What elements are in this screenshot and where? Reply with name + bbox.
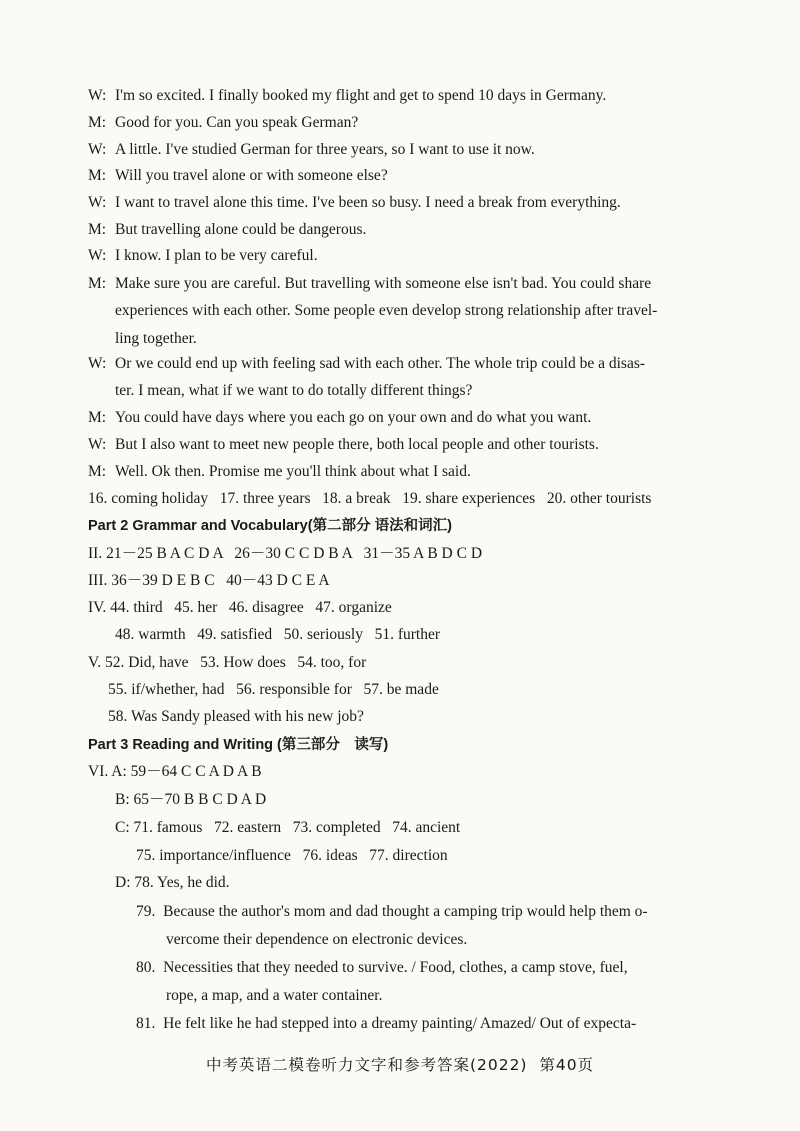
section-vi-d-answer-78: D: 78. Yes, he did. [115,874,230,891]
answer-80-cont: rope, a map, and a water container. [166,987,383,1004]
speaker-label: W: [88,141,107,158]
section-iv-answers: IV. 44. third 45. her 46. disagree 47. organize [88,599,392,616]
speaker-label: W: [88,247,107,264]
dialogue-continuation: experiences with each other. Some people even develop strong relationship after travel- [115,302,658,319]
dialogue-continuation: ter. I mean, what if we want to do totally different things? [115,382,473,399]
section-v-answers: V. 52. Did, have 53. How does 54. too, for [88,654,367,671]
dialogue-line [88,166,388,186]
section-vi-c-answers: C: 71. famous 72. eastern 73. completed 74. ancient [115,819,461,836]
speaker-label: W: [88,436,107,453]
dialogue-text: But I also want to meet new people there, both local people and other tourists. [115,436,599,453]
speaker-label: W: [88,194,107,211]
dialogue-line [88,408,591,428]
dialogue-text: You could have days where you each go on your own and do what you want. [115,409,592,426]
dialogue-line [88,113,358,133]
dialogue-line [88,140,535,160]
dialogue-line [88,354,645,374]
speaker-label: M: [88,409,107,426]
speaker-label: W: [88,355,107,372]
dialogue-text: Or we could end up with feeling sad with each other. The whole trip could be a disas- [115,355,646,372]
speaker-label: W: [88,87,107,104]
dialogue-continuation: ling together. [115,330,197,347]
section-vi-b-answers: B: 65－70 B B C D A D [115,791,267,808]
dialogue-line [88,246,318,266]
section-v-answers-cont: 55. if/whether, had 56. responsible for 57. be made [108,681,439,698]
dialogue-text: Make sure you are careful. But travelling with someone else isn't bad. You could share [115,275,652,292]
dialogue-line [88,220,366,240]
section-ii-answers: II. 21－25 B A C D A 26－30 C C D B A 31－35 A B D C D [88,545,483,562]
dialogue-line [88,462,471,482]
dialogue-text: Good for you. Can you speak German? [115,114,359,131]
speaker-label: M: [88,275,107,292]
listening-answers: 16. coming holiday 17. three years 18. a break 19. share experiences 20. other tourists [88,490,652,507]
speaker-label: M: [88,463,107,480]
section-vi-c-answers-cont: 75. importance/influence 76. ideas 77. direction [136,847,448,864]
page-footer: 中考英语二模卷听力文字和参考答案(2022) 第40页 [205,1056,595,1074]
dialogue-line [88,86,606,106]
dialogue-line [88,435,599,455]
section-v-answers-cont: 58. Was Sandy pleased with his new job? [108,708,364,725]
dialogue-line [88,193,621,213]
dialogue-line [88,274,651,294]
answer-79: 79. Because the author's mom and dad thought a camping trip would help them o- [136,903,648,920]
dialogue-text: I know. I plan to be very careful. [115,247,318,264]
dialogue-text: Well. Ok then. Promise me you'll think about what I said. [115,463,471,480]
section-vi-a-answers: VI. A: 59－64 C C A D A B [88,763,262,780]
dialogue-text: Will you travel alone or with someone else? [115,167,388,184]
section-iii-answers: III. 36－39 D E B C 40－43 D C E A [88,572,330,589]
dialogue-text: I want to travel alone this time. I've been so busy. I need a break from everything. [115,194,621,211]
dialogue-text: A little. I've studied German for three years, so I want to use it now. [115,141,535,158]
answer-79-cont: vercome their dependence on electronic devices. [166,931,468,948]
answer-81: 81. He felt like he had stepped into a dreamy painting/ Amazed/ Out of expecta- [136,1015,637,1032]
part2-heading: Part 2 Grammar and Vocabulary(第二部分 语法和词汇) [88,518,452,534]
part3-heading: Part 3 Reading and Writing (第三部分 读写) [88,737,389,753]
speaker-label: M: [88,167,107,184]
speaker-label: M: [88,221,107,238]
section-iv-answers-cont: 48. warmth 49. satisfied 50. seriously 51. further [115,626,441,643]
answer-80: 80. Necessities that they needed to survive. / Food, clothes, a camp stove, fuel, [136,959,628,976]
dialogue-text: I'm so excited. I finally booked my flight and get to spend 10 days in Germany. [115,87,607,104]
speaker-label: M: [88,114,107,131]
dialogue-text: But travelling alone could be dangerous. [115,221,367,238]
